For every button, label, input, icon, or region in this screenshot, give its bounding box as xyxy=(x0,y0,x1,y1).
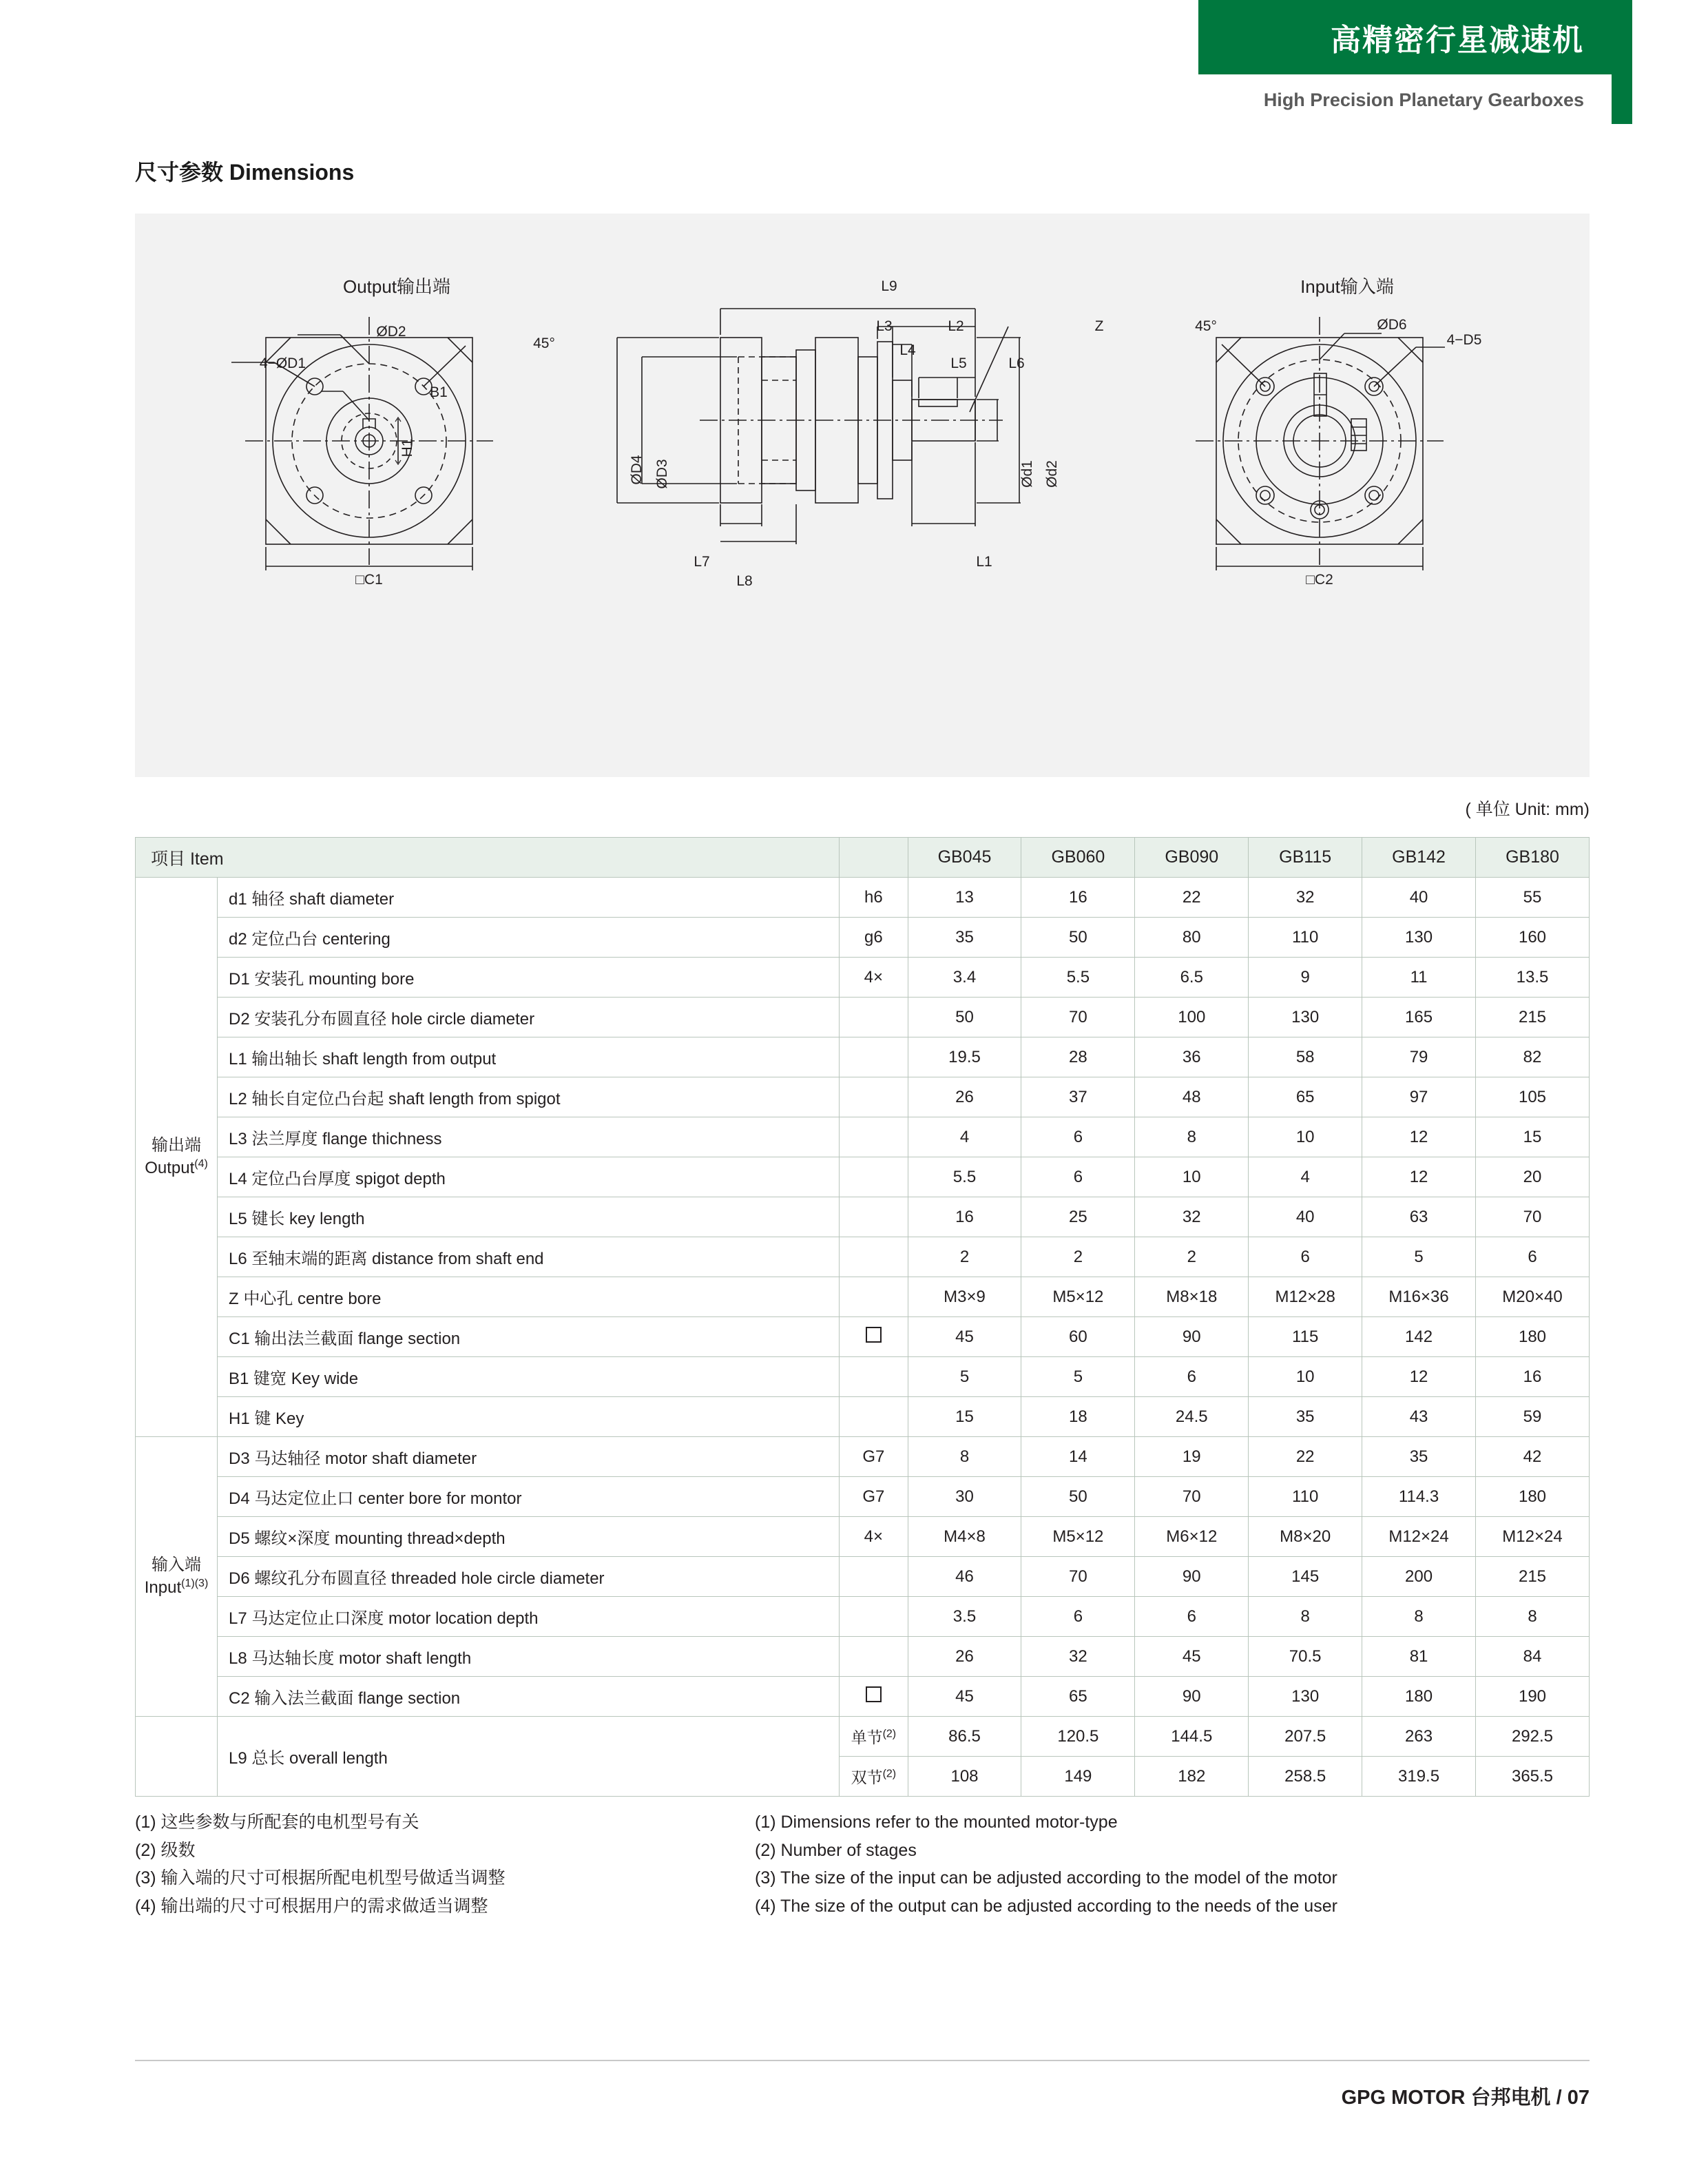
label-small-d1: Ød1 xyxy=(1019,460,1035,488)
label-b1: B1 xyxy=(430,384,448,400)
cell-value: 100 xyxy=(1135,998,1249,1037)
label-l5: L5 xyxy=(950,355,967,371)
row-label: L3 法兰厚度 flange thichness xyxy=(218,1117,840,1157)
cell-value: M8×18 xyxy=(1135,1277,1249,1317)
cell-value: 12 xyxy=(1362,1117,1476,1157)
header-green-edge xyxy=(1612,0,1632,124)
cell-value: 35 xyxy=(1362,1437,1476,1477)
cell-value: 22 xyxy=(1249,1437,1362,1477)
cell-value: M12×24 xyxy=(1362,1517,1476,1557)
table-row xyxy=(136,998,1590,1037)
row-label: C1 输出法兰截面 flange section xyxy=(218,1317,840,1357)
cell-value: 43 xyxy=(1362,1397,1476,1437)
cell-value: 180 xyxy=(1476,1317,1590,1357)
footnotes-en xyxy=(755,1808,1581,1920)
header-model-gb045: GB045 xyxy=(908,838,1021,878)
cell-value: 8 xyxy=(1362,1597,1476,1637)
cell-value: 149 xyxy=(1021,1757,1135,1797)
cell-value: 200 xyxy=(1362,1557,1476,1597)
group-label-output-sup: (4) xyxy=(194,1158,208,1170)
cell-value: M12×28 xyxy=(1249,1277,1362,1317)
cell-value: M8×20 xyxy=(1249,1517,1362,1557)
table-row xyxy=(136,918,1590,958)
table-row xyxy=(136,1157,1590,1197)
cell-value: 26 xyxy=(908,1637,1021,1677)
cell-value: 263 xyxy=(1362,1717,1476,1757)
cell-value: 86.5 xyxy=(908,1717,1021,1757)
label-d3: ØD3 xyxy=(654,459,670,489)
group-label-output-en: Output xyxy=(145,1159,195,1177)
cell-value: 13 xyxy=(908,878,1021,918)
cell-value: 3.4 xyxy=(908,958,1021,998)
row-label: L8 马达轴长度 motor shaft length xyxy=(218,1637,840,1677)
dimensions-table-wrap xyxy=(135,837,1590,1797)
cell-value: 258.5 xyxy=(1249,1757,1362,1797)
footnote-cn-1: (1) 这些参数与所配套的电机型号有关 xyxy=(135,1812,419,1832)
row-label: L9 总长 overall length xyxy=(218,1717,840,1797)
cell-value: 60 xyxy=(1021,1317,1135,1357)
label-l7: L7 xyxy=(694,554,710,570)
cell-value: 6 xyxy=(1021,1597,1135,1637)
cell-value: 5 xyxy=(1021,1357,1135,1397)
table-row xyxy=(136,1197,1590,1237)
row-label: Z 中心孔 centre bore xyxy=(218,1277,840,1317)
row-label: B1 键宽 Key wide xyxy=(218,1357,840,1397)
cell-value: 180 xyxy=(1476,1477,1590,1517)
label-45deg-input: 45° xyxy=(1195,318,1217,334)
cell-value: 12 xyxy=(1362,1357,1476,1397)
dimension-drawing xyxy=(135,214,1590,777)
cell-value: 48 xyxy=(1135,1077,1249,1117)
footer-separator: / xyxy=(1556,2087,1562,2109)
row-unit: g6 xyxy=(840,918,908,958)
cell-value: 6 xyxy=(1249,1237,1362,1277)
footnote-en-3: (3) The size of the input can be adjusted according to the model of the motor xyxy=(755,1868,1337,1888)
header-model-gb115: GB115 xyxy=(1249,838,1362,878)
cell-value: 292.5 xyxy=(1476,1717,1590,1757)
cell-value: 15 xyxy=(1476,1117,1590,1157)
cell-value: 84 xyxy=(1476,1637,1590,1677)
label-c2: □C2 xyxy=(1306,572,1333,588)
cell-value: 14 xyxy=(1021,1437,1135,1477)
label-l9: L9 xyxy=(881,278,897,294)
cell-value: 4 xyxy=(908,1117,1021,1157)
cell-value: 70 xyxy=(1135,1477,1249,1517)
cell-value: 190 xyxy=(1476,1677,1590,1717)
page-footer xyxy=(964,2082,1590,2110)
cell-value: 26 xyxy=(908,1077,1021,1117)
cell-value: 6 xyxy=(1135,1597,1249,1637)
row-unit xyxy=(840,1077,908,1117)
cell-value: 105 xyxy=(1476,1077,1590,1117)
cell-value: 145 xyxy=(1249,1557,1362,1597)
row-unit xyxy=(840,1557,908,1597)
cell-value: 55 xyxy=(1476,878,1590,918)
cell-value: 10 xyxy=(1249,1357,1362,1397)
cell-value: 36 xyxy=(1135,1037,1249,1077)
label-h1: H1 xyxy=(399,438,415,457)
cell-value: 6 xyxy=(1021,1157,1135,1197)
cell-value: 82 xyxy=(1476,1037,1590,1077)
row-label: L1 输出轴长 shaft length from output xyxy=(218,1037,840,1077)
row-unit: h6 xyxy=(840,878,908,918)
row-label: D4 马达定位止口 center bore for montor xyxy=(218,1477,840,1517)
cell-value: 5 xyxy=(1362,1237,1476,1277)
table-row xyxy=(136,1477,1590,1517)
cell-value: 79 xyxy=(1362,1037,1476,1077)
header-subtitle-en: High Precision Planetary Gearboxes xyxy=(1263,90,1584,110)
cell-value: 207.5 xyxy=(1249,1717,1362,1757)
cell-value: 114.3 xyxy=(1362,1477,1476,1517)
cell-value: M16×36 xyxy=(1362,1277,1476,1317)
row-label: D6 螺纹孔分布圆直径 threaded hole circle diameter xyxy=(218,1557,840,1597)
page-header xyxy=(0,0,1708,124)
stage-name-double: 双节 xyxy=(851,1768,883,1786)
cell-value: 42 xyxy=(1476,1437,1590,1477)
cell-value: 32 xyxy=(1135,1197,1249,1237)
cell-value: 45 xyxy=(1135,1637,1249,1677)
cell-value: 6 xyxy=(1021,1117,1135,1157)
footnote-cn-3: (3) 输入端的尺寸可根据所配电机型号做适当调整 xyxy=(135,1868,506,1888)
cell-value: 10 xyxy=(1249,1117,1362,1157)
cell-value: 4 xyxy=(1249,1157,1362,1197)
group-label-input-cn: 输入端 xyxy=(152,1555,202,1574)
label-d4: ØD4 xyxy=(629,455,645,485)
footer-divider xyxy=(135,2060,1590,2061)
cell-value: 19.5 xyxy=(908,1037,1021,1077)
cell-value: 110 xyxy=(1249,1477,1362,1517)
cell-value: 45 xyxy=(908,1677,1021,1717)
row-unit xyxy=(840,1397,908,1437)
cell-value: 90 xyxy=(1135,1317,1249,1357)
cell-value: 58 xyxy=(1249,1037,1362,1077)
header-model-gb142: GB142 xyxy=(1362,838,1476,878)
label-4-d1: 4−ØD1 xyxy=(259,355,306,371)
cell-value: 28 xyxy=(1021,1037,1135,1077)
label-l8: L8 xyxy=(736,573,753,589)
output-view-label: Output输出端 xyxy=(342,276,451,297)
label-d6: ØD6 xyxy=(1377,317,1407,333)
cell-value: 165 xyxy=(1362,998,1476,1037)
label-small-d2: Ød2 xyxy=(1044,460,1060,488)
dimensions-table xyxy=(135,837,1590,1797)
row-unit xyxy=(840,1277,908,1317)
cell-value: 2 xyxy=(1021,1237,1135,1277)
table-row xyxy=(136,878,1590,918)
table-row xyxy=(136,1037,1590,1077)
footer-brand: GPG MOTOR 台邦电机 xyxy=(1341,2087,1551,2109)
cell-value: 115 xyxy=(1249,1317,1362,1357)
cell-value: 80 xyxy=(1135,918,1249,958)
footnote-cn-4: (4) 输出端的尺寸可根据用户的需求做适当调整 xyxy=(135,1896,488,1916)
label-c1: □C1 xyxy=(355,572,383,588)
label-l4: L4 xyxy=(899,342,916,358)
cell-value: 3.5 xyxy=(908,1597,1021,1637)
row-unit-square xyxy=(840,1677,908,1717)
cell-value: M20×40 xyxy=(1476,1277,1590,1317)
group-label-input-en: Input xyxy=(144,1578,182,1597)
table-row xyxy=(136,1717,1590,1757)
row-label: D5 螺纹×深度 mounting thread×depth xyxy=(218,1517,840,1557)
cell-value: M3×9 xyxy=(908,1277,1021,1317)
overall-spacer xyxy=(136,1717,218,1797)
footnotes-cn xyxy=(135,1808,741,1920)
cell-value: 63 xyxy=(1362,1197,1476,1237)
label-l2: L2 xyxy=(948,318,964,334)
cell-value: 24.5 xyxy=(1135,1397,1249,1437)
stage-label-single xyxy=(840,1717,908,1757)
group-label-output xyxy=(136,878,218,1437)
row-unit xyxy=(840,1157,908,1197)
table-row xyxy=(136,1317,1590,1357)
row-unit-square xyxy=(840,1317,908,1357)
cell-value: 6 xyxy=(1135,1357,1249,1397)
label-z: Z xyxy=(1094,318,1104,334)
cell-value: 16 xyxy=(1476,1357,1590,1397)
cell-value: 40 xyxy=(1362,878,1476,918)
footnote-en-4: (4) The size of the output can be adjusted according to the needs of the user xyxy=(755,1896,1337,1916)
group-label-output-cn: 输出端 xyxy=(152,1135,202,1155)
table-row xyxy=(136,1437,1590,1477)
cell-value: 16 xyxy=(1021,878,1135,918)
cell-value: 110 xyxy=(1249,918,1362,958)
table-row xyxy=(136,1397,1590,1437)
table-row xyxy=(136,1557,1590,1597)
cell-value: 130 xyxy=(1249,998,1362,1037)
header-title-cn: 高精密行星减速机 xyxy=(1331,23,1584,57)
row-unit xyxy=(840,1597,908,1637)
cell-value: 15 xyxy=(908,1397,1021,1437)
row-unit xyxy=(840,1637,908,1677)
table-row xyxy=(136,1597,1590,1637)
row-label: D3 马达轴径 motor shaft diameter xyxy=(218,1437,840,1477)
row-label: L4 定位凸台厚度 spigot depth xyxy=(218,1157,840,1197)
cell-value: 9 xyxy=(1249,958,1362,998)
cell-value: 25 xyxy=(1021,1197,1135,1237)
group-label-input-sup: (1)(3) xyxy=(181,1578,209,1589)
cell-value: 12 xyxy=(1362,1157,1476,1197)
table-row xyxy=(136,1637,1590,1677)
cell-value: 40 xyxy=(1249,1197,1362,1237)
cell-value: 81 xyxy=(1362,1637,1476,1677)
cell-value: 16 xyxy=(908,1197,1021,1237)
cell-value: 8 xyxy=(908,1437,1021,1477)
row-label: L6 至轴末端的距离 distance from shaft end xyxy=(218,1237,840,1277)
cell-value: 180 xyxy=(1362,1677,1476,1717)
cell-value: 45 xyxy=(908,1317,1021,1357)
cell-value: 97 xyxy=(1362,1077,1476,1117)
cell-value: 70 xyxy=(1476,1197,1590,1237)
header-model-gb180: GB180 xyxy=(1476,838,1590,878)
footnote-en-2: (2) Number of stages xyxy=(755,1840,917,1860)
stage-label-double xyxy=(840,1757,908,1797)
input-view-label: Input输入端 xyxy=(1300,276,1394,297)
row-label: L2 轴长自定位凸台起 shaft length from spigot xyxy=(218,1077,840,1117)
row-unit xyxy=(840,1197,908,1237)
cell-value: 22 xyxy=(1135,878,1249,918)
table-row xyxy=(136,1277,1590,1317)
page-title: 尺寸参数 Dimensions xyxy=(135,160,355,185)
cell-value: 8 xyxy=(1476,1597,1590,1637)
cell-value: 6.5 xyxy=(1135,958,1249,998)
stage-name-single: 单节 xyxy=(851,1728,883,1746)
cell-value: 46 xyxy=(908,1557,1021,1597)
unit-note: ( 单位 Unit: mm) xyxy=(1465,800,1590,819)
cell-value: 70.5 xyxy=(1249,1637,1362,1677)
cell-value: 65 xyxy=(1021,1677,1135,1717)
cell-value: 59 xyxy=(1476,1397,1590,1437)
square-symbol-icon xyxy=(866,1327,882,1343)
cell-value: 5 xyxy=(908,1357,1021,1397)
cell-value: 5.5 xyxy=(908,1157,1021,1197)
cell-value: 32 xyxy=(1249,878,1362,918)
header-unit xyxy=(840,838,908,878)
cell-value: 37 xyxy=(1021,1077,1135,1117)
cell-value: 160 xyxy=(1476,918,1590,958)
cell-value: 32 xyxy=(1021,1637,1135,1677)
cell-value: 50 xyxy=(1021,1477,1135,1517)
cell-value: 5.5 xyxy=(1021,958,1135,998)
cell-value: 2 xyxy=(908,1237,1021,1277)
cell-value: M5×12 xyxy=(1021,1517,1135,1557)
stage-sup-double: (2) xyxy=(882,1768,897,1780)
row-unit xyxy=(840,1237,908,1277)
table-header-row xyxy=(136,838,1590,878)
cell-value: 35 xyxy=(1249,1397,1362,1437)
header-model-gb060: GB060 xyxy=(1021,838,1135,878)
table-row xyxy=(136,958,1590,998)
label-4-d5: 4−D5 xyxy=(1446,332,1482,348)
row-label: D1 安装孔 mounting bore xyxy=(218,958,840,998)
row-unit: 4× xyxy=(840,958,908,998)
cell-value: 108 xyxy=(908,1757,1021,1797)
footnote-cn-2: (2) 级数 xyxy=(135,1840,196,1860)
cell-value: 50 xyxy=(1021,918,1135,958)
row-unit xyxy=(840,998,908,1037)
table-row xyxy=(136,1517,1590,1557)
row-unit: G7 xyxy=(840,1477,908,1517)
table-row xyxy=(136,1117,1590,1157)
stage-sup-single: (2) xyxy=(882,1728,897,1740)
cell-value: 2 xyxy=(1135,1237,1249,1277)
cell-value: 8 xyxy=(1135,1117,1249,1157)
cell-value: 18 xyxy=(1021,1397,1135,1437)
row-unit xyxy=(840,1117,908,1157)
cell-value: 11 xyxy=(1362,958,1476,998)
cell-value: 144.5 xyxy=(1135,1717,1249,1757)
row-unit: 4× xyxy=(840,1517,908,1557)
row-unit: G7 xyxy=(840,1437,908,1477)
cell-value: 365.5 xyxy=(1476,1757,1590,1797)
table-row xyxy=(136,1077,1590,1117)
cell-value: 19 xyxy=(1135,1437,1249,1477)
cell-value: M12×24 xyxy=(1476,1517,1590,1557)
cell-value: 142 xyxy=(1362,1317,1476,1357)
square-symbol-icon xyxy=(866,1686,882,1702)
cell-value: 215 xyxy=(1476,1557,1590,1597)
cell-value: 215 xyxy=(1476,998,1590,1037)
dimension-drawing-panel xyxy=(135,214,1590,777)
cell-value: 65 xyxy=(1249,1077,1362,1117)
row-label: L7 马达定位止口深度 motor location depth xyxy=(218,1597,840,1637)
cell-value: 70 xyxy=(1021,1557,1135,1597)
page-number: 07 xyxy=(1567,2087,1590,2109)
cell-value: 6 xyxy=(1476,1237,1590,1277)
cell-value: 130 xyxy=(1249,1677,1362,1717)
cell-value: 90 xyxy=(1135,1677,1249,1717)
cell-value: 70 xyxy=(1021,998,1135,1037)
cell-value: 8 xyxy=(1249,1597,1362,1637)
cell-value: 20 xyxy=(1476,1157,1590,1197)
cell-value: 50 xyxy=(908,998,1021,1037)
cell-value: 182 xyxy=(1135,1757,1249,1797)
label-45deg-output: 45° xyxy=(533,335,555,351)
header-model-gb090: GB090 xyxy=(1135,838,1249,878)
table-row xyxy=(136,1677,1590,1717)
row-label: D2 安装孔分布圆直径 hole circle diameter xyxy=(218,998,840,1037)
table-row xyxy=(136,1237,1590,1277)
row-label: d1 轴径 shaft diameter xyxy=(218,878,840,918)
group-label-input xyxy=(136,1437,218,1717)
cell-value: 120.5 xyxy=(1021,1717,1135,1757)
label-l1: L1 xyxy=(976,554,992,570)
row-label: L5 键长 key length xyxy=(218,1197,840,1237)
table-row xyxy=(136,1357,1590,1397)
footnote-en-1: (1) Dimensions refer to the mounted motor-type xyxy=(755,1812,1118,1832)
cell-value: 10 xyxy=(1135,1157,1249,1197)
row-label: d2 定位凸台 centering xyxy=(218,918,840,958)
cell-value: M4×8 xyxy=(908,1517,1021,1557)
cell-value: M6×12 xyxy=(1135,1517,1249,1557)
header-item: 项目 Item xyxy=(136,838,840,878)
label-l3: L3 xyxy=(876,318,893,334)
cell-value: 13.5 xyxy=(1476,958,1590,998)
label-l6: L6 xyxy=(1008,355,1025,371)
cell-value: 35 xyxy=(908,918,1021,958)
cell-value: 90 xyxy=(1135,1557,1249,1597)
cell-value: 30 xyxy=(908,1477,1021,1517)
cell-value: 130 xyxy=(1362,918,1476,958)
row-label: C2 输入法兰截面 flange section xyxy=(218,1677,840,1717)
label-d2: ØD2 xyxy=(376,324,406,340)
row-label: H1 键 Key xyxy=(218,1397,840,1437)
cell-value: 319.5 xyxy=(1362,1757,1476,1797)
row-unit xyxy=(840,1357,908,1397)
cell-value: M5×12 xyxy=(1021,1277,1135,1317)
row-unit xyxy=(840,1037,908,1077)
